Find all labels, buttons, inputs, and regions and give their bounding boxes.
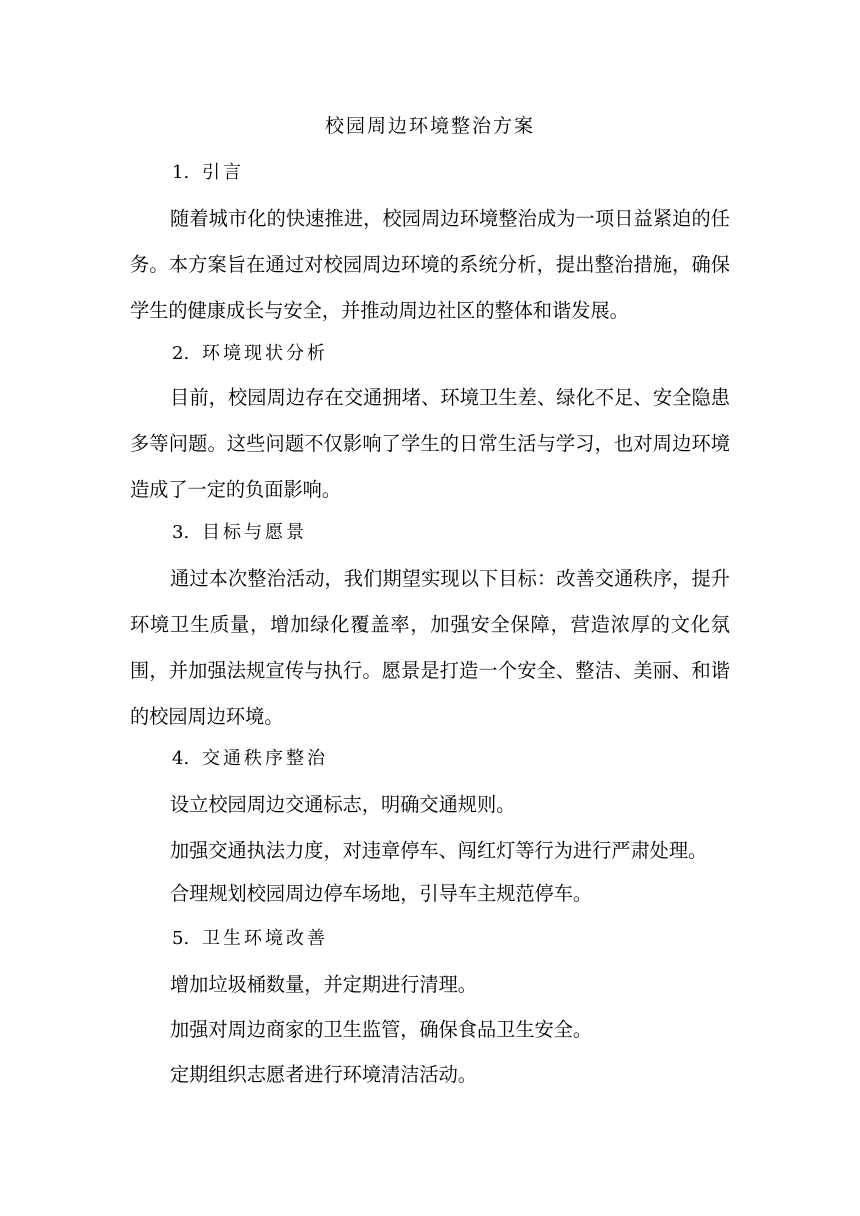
list-item: 合理规划校园周边停车场地，引导车主规范停车。	[170, 882, 593, 905]
list-item: 加强对周边商家的卫生监管，确保食品卫生安全。	[170, 1018, 593, 1041]
section-heading-text: 环境现状分析	[202, 343, 328, 364]
document-title: 校园周边环境整治方案	[324, 115, 535, 137]
section-heading-text: 交通秩序整治	[202, 748, 328, 769]
section-heading-4	[172, 746, 328, 772]
list-item: 设立校园周边交通标志，明确交通规则。	[170, 793, 516, 816]
list-item: 增加垃圾桶数量，并定期进行清理。	[170, 973, 477, 996]
section-heading-text: 目标与愿景	[202, 522, 307, 543]
section-paragraph-1: 随着城市化的快速推进，校园周边环境整治成为一项日益紧迫的任务。本方案旨在通过对校园周边环境的系统分析，提出整治措施，确保学生的健康成长与安全，并推动周边社区的整体和谐发展。	[130, 207, 730, 322]
section-number: 5.	[172, 928, 190, 949]
section-heading-2	[172, 341, 328, 367]
section-heading-3	[172, 520, 307, 546]
list-item: 定期组织志愿者进行环境清洁活动。	[170, 1063, 477, 1086]
section-number: 1.	[172, 162, 190, 183]
section-heading-text: 卫生环境改善	[202, 928, 328, 949]
section-heading-1	[172, 160, 244, 186]
section-paragraph-2: 目前，校园周边存在交通拥堵、环境卫生差、绿化不足、安全隐患多等问题。这些问题不仅影响了学生的日常生活与学习，也对周边环境造成了一定的负面影响。	[130, 386, 730, 501]
section-heading-5	[172, 926, 328, 952]
list-item: 加强交通执法力度，对违章停车、闯红灯等行为进行严肃处理。	[170, 839, 708, 862]
section-number: 3.	[172, 522, 190, 543]
section-paragraph-3: 通过本次整治活动，我们期望实现以下目标：改善交通秩序，提升环境卫生质量，增加绿化覆盖率，加强安全保障，营造浓厚的文化氛围，并加强法规宣传与执行。愿景是打造一个安全、整洁、美丽、和谐的校园周边环境。	[130, 567, 730, 728]
section-number: 4.	[172, 748, 190, 769]
section-number: 2.	[172, 343, 190, 364]
section-heading-text: 引言	[202, 162, 244, 183]
